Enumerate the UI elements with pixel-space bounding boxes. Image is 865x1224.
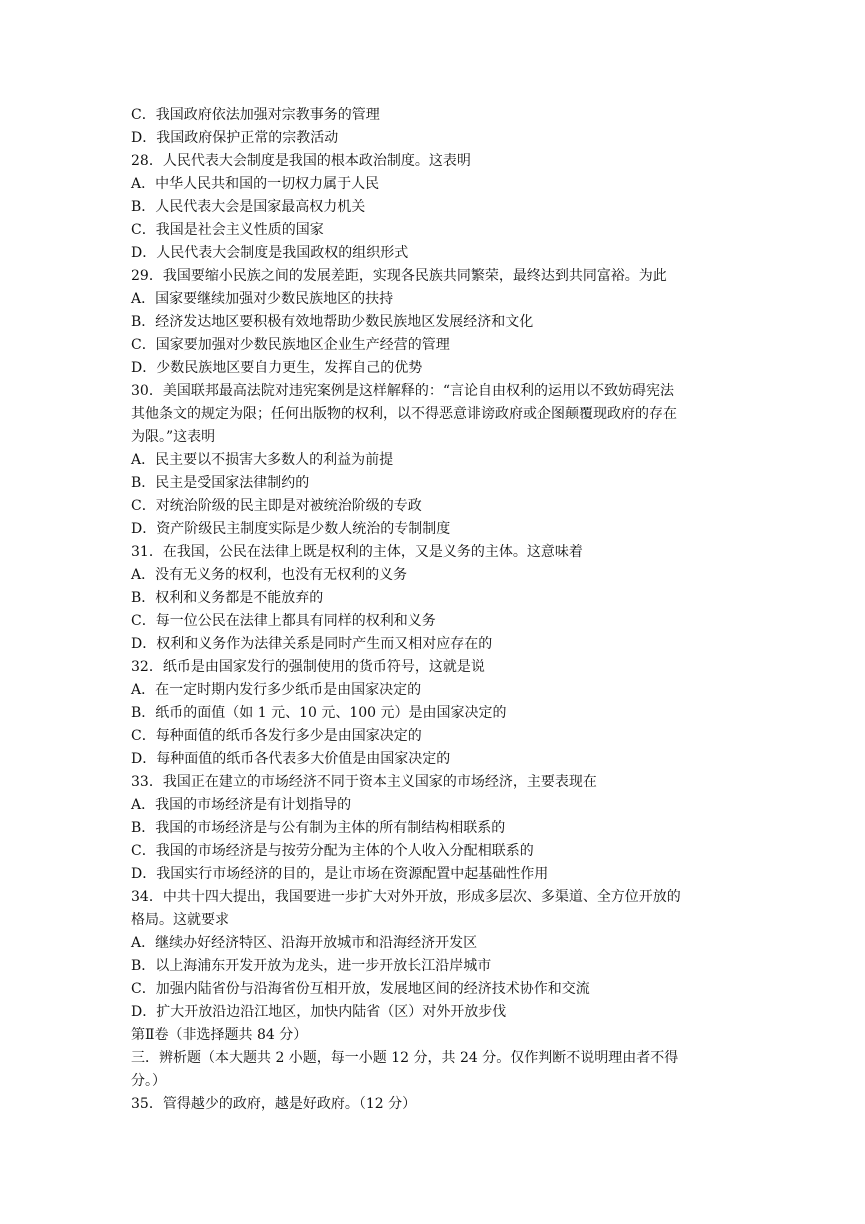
option-b-q30: B．民主是受国家法律制约的 [131, 475, 310, 491]
option-d-q34: D．扩大开放沿边沿江地区，加快内陆省（区）对外开放步伐 [131, 1004, 507, 1020]
question-34-stem-line-1: 34．中共十四大提出，我国要进一步扩大对外开放，形成多层次、多渠道、全方位开放的 [131, 889, 681, 905]
option-b-q32: B．纸币的面值（如 1 元、10 元、100 元）是由国家决定的 [131, 705, 507, 721]
option-d-q28: D．人民代表大会制度是我国政权的组织形式 [131, 245, 409, 261]
option-b-q33: B．我国的市场经济是与公有制为主体的所有制结构相联系的 [131, 820, 506, 836]
option-d-q32: D．每种面值的纸币各代表多大价值是由国家决定的 [131, 751, 451, 767]
option-c-q34: C．加强内陆省份与沿海省份互相开放，发展地区间的经济技术协作和交流 [131, 981, 590, 997]
option-a-q33: A．我国的市场经济是有计划指导的 [131, 797, 352, 813]
option-a-q34: A．继续办好经济特区、沿海开放城市和沿海经济开发区 [131, 935, 478, 951]
option-c-q33: C．我国的市场经济是与按劳分配为主体的个人收入分配相联系的 [131, 843, 534, 859]
question-30-stem-line-2: 其他条文的规定为限；任何出版物的权利，以不得恶意诽谤政府或企图颠覆现政府的存在 [131, 406, 677, 422]
question-31-stem: 31．在我国，公民在法律上既是权利的主体，又是义务的主体。这意味着 [131, 544, 583, 560]
option-c-q32: C．每种面值的纸币各发行多少是由国家决定的 [131, 728, 422, 744]
section-three-heading-line-1: 三．辨析题（本大题共 2 小题，每一小题 12 分，共 24 分。仅作判断不说明理由者不得 [131, 1050, 679, 1066]
option-b-q34: B．以上海浦东开发开放为龙头，进一步开放长江沿岸城市 [131, 958, 492, 974]
document-page [131, 104, 731, 1116]
question-28-stem: 28．人民代表大会制度是我国的根本政治制度。这表明 [131, 153, 471, 169]
option-d-q29: D．少数民族地区要自力更生，发挥自己的优势 [131, 360, 423, 376]
option-a-q31: A．没有无义务的权利，也没有无权利的义务 [131, 567, 408, 583]
option-b-q29: B．经济发达地区要积极有效地帮助少数民族地区发展经济和文化 [131, 314, 534, 330]
section-ii-heading: 第Ⅱ卷（非选择题共 84 分） [131, 1027, 308, 1043]
option-c-q28: C．我国是社会主义性质的国家 [131, 222, 324, 238]
option-d-q33: D．我国实行市场经济的目的，是让市场在资源配置中起基础性作用 [131, 866, 549, 882]
question-34-stem-line-2: 格局。这就要求 [131, 912, 229, 928]
question-30-stem-line-3: 为限。”这表明 [131, 429, 216, 445]
option-a-q28: A．中华人民共和国的一切权力属于人民 [131, 176, 380, 192]
option-c-q31: C．每一位公民在法律上都具有同样的权利和义务 [131, 613, 436, 629]
option-b-q28: B．人民代表大会是国家最高权力机关 [131, 199, 366, 215]
option-c-q29: C．国家要加强对少数民族地区企业生产经营的管理 [131, 337, 450, 353]
section-three-heading-line-2: 分。） [131, 1073, 166, 1089]
question-32-stem: 32．纸币是由国家发行的强制使用的货币符号，这就是说 [131, 659, 485, 675]
option-c-q30: C．对统治阶级的民主即是对被统治阶级的专政 [131, 498, 422, 514]
question-29-stem: 29．我国要缩小民族之间的发展差距，实现各民族共同繁荣，最终达到共同富裕。为此 [131, 268, 667, 284]
option-b-q31: B．权利和义务都是不能放弃的 [131, 590, 324, 606]
option-d-q30: D．资产阶级民主制度实际是少数人统治的专制制度 [131, 521, 451, 537]
question-33-stem: 33．我国正在建立的市场经济不同于资本主义国家的市场经济，主要表现在 [131, 774, 597, 790]
question-30-stem-line-1: 30．美国联邦最高法院对违宪案例是这样解释的：“言论自由权利的运用以不致妨碍宪法 [131, 383, 674, 399]
option-a-q32: A．在一定时期内发行多少纸币是由国家决定的 [131, 682, 422, 698]
option-d-q27: D．我国政府保护正常的宗教活动 [131, 130, 339, 146]
question-35-stem: 35．管得越少的政府，越是好政府。（12 分） [131, 1096, 417, 1112]
option-c-q27: C．我国政府依法加强对宗教事务的管理 [131, 107, 380, 123]
option-a-q29: A．国家要继续加强对少数民族地区的扶持 [131, 291, 394, 307]
option-a-q30: A．民主要以不损害大多数人的利益为前提 [131, 452, 394, 468]
option-d-q31: D．权利和义务作为法律关系是同时产生而又相对应存在的 [131, 636, 493, 652]
